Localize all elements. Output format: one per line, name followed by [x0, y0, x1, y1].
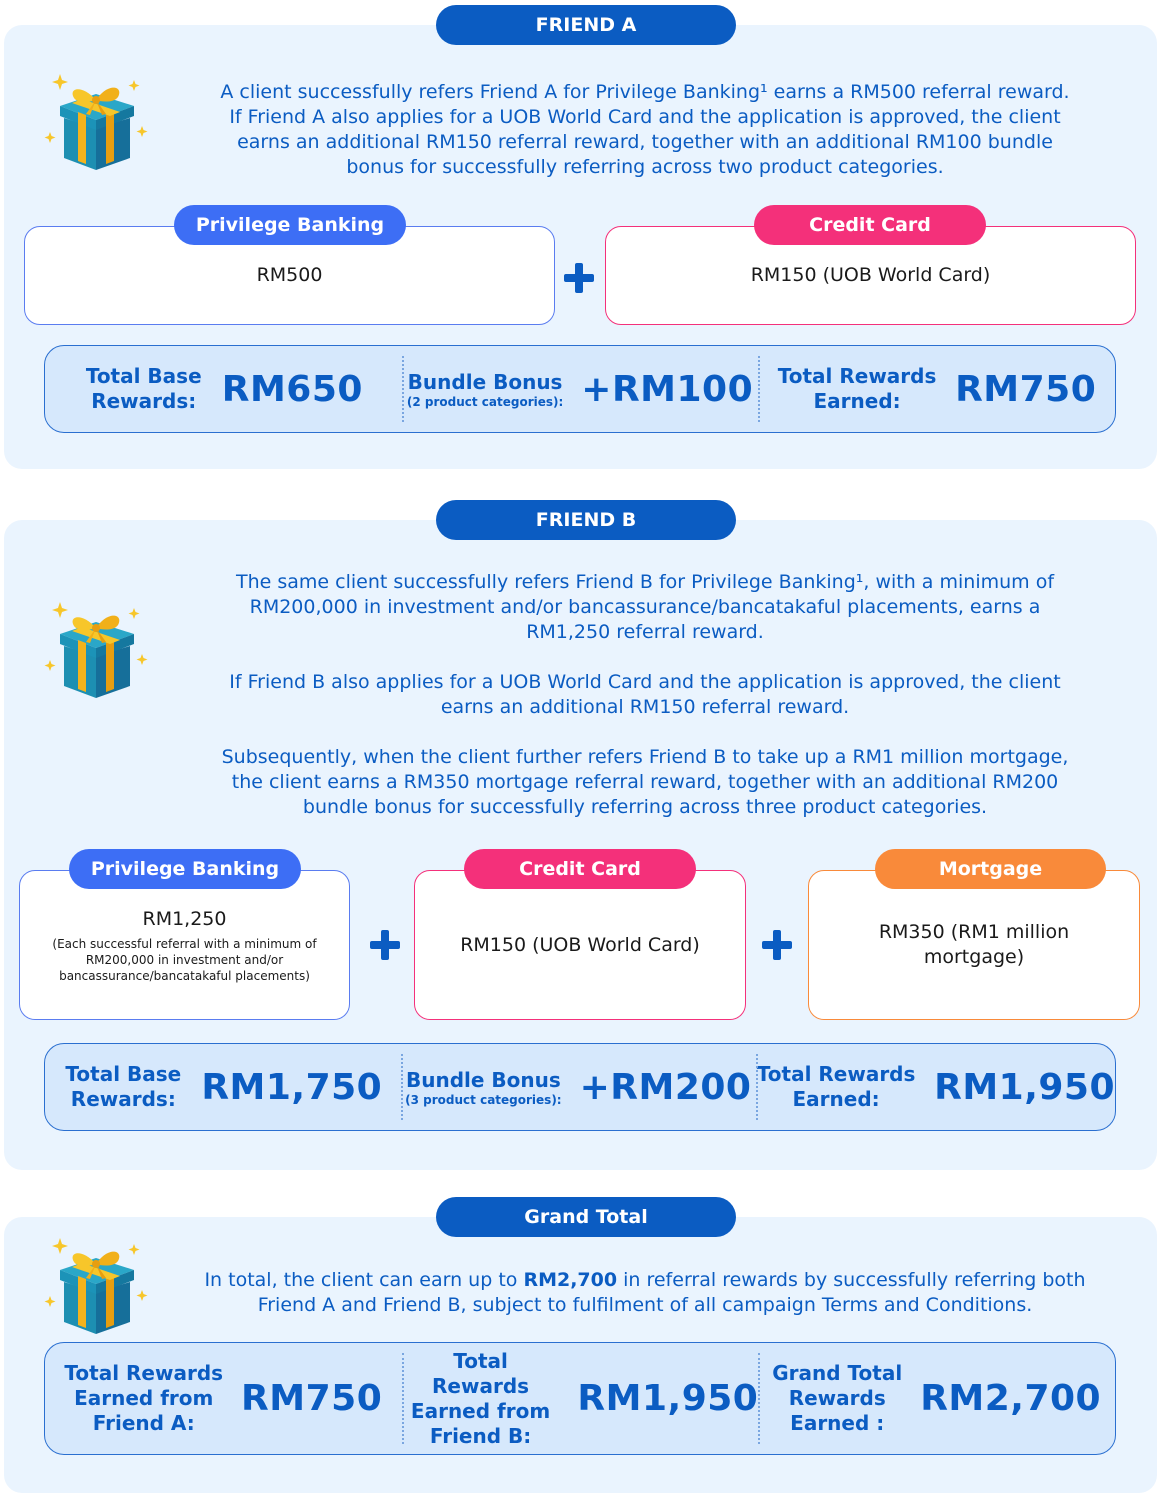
total-rewards-label: Total Rewards Earned:: [756, 1062, 916, 1111]
card-value: RM150 (UOB World Card): [460, 933, 700, 956]
grand-total-description: [160, 1268, 1130, 1318]
friend-a-total-value: RM750: [241, 1378, 383, 1419]
gift-box-icon: [42, 1230, 152, 1340]
total-rewards-value: RM1,950: [934, 1066, 1116, 1108]
total-rewards-label: Total Rewards Earned:: [777, 364, 937, 413]
friend-b-title: FRIEND B: [436, 500, 736, 540]
plus-icon: [370, 930, 400, 960]
total-base-label: Total Base Rewards:: [65, 1062, 182, 1111]
credit-card-tag: Credit Card: [754, 205, 986, 245]
mortgage-tag: Mortgage: [875, 849, 1106, 889]
bundle-bonus-sub: (3 product categories):: [405, 1092, 562, 1107]
total-rewards-segment: [756, 1044, 1115, 1130]
grand-total-segment: [758, 1343, 1115, 1454]
description-line: earns an additional RM150 referral reward.: [440, 696, 850, 718]
bundle-bonus-title: Bundle Bonus: [407, 369, 563, 394]
friend-a-total-segment: [45, 1343, 402, 1454]
total-base-segment: [45, 1044, 401, 1130]
bundle-bonus-segment: [402, 346, 759, 432]
card-note-line: RM200,000 in investment and/or: [85, 952, 284, 967]
description-line: earns an additional RM150 referral reward, together with an additional RM100 bundle: [237, 131, 1053, 153]
bundle-bonus-title: Bundle Bonus: [405, 1067, 561, 1092]
bundle-bonus-sub: (2 product categories):: [406, 394, 564, 409]
friend-a-title: FRIEND A: [436, 5, 736, 45]
total-base-segment: [45, 346, 402, 432]
gift-box-icon: [42, 594, 152, 704]
description-line: the client earns a RM350 mortgage referral reward, together with an additional RM200: [231, 771, 1059, 793]
privilege-banking-tag: Privilege Banking: [174, 205, 406, 245]
description-line: If Friend B also applies for a UOB World Card and the application is approved, the client: [229, 671, 1061, 693]
description-line: A client successfully refers Friend A for Privilege Banking¹ earns a RM500 referral reward.: [220, 81, 1070, 103]
card-value: [879, 920, 1069, 970]
label-line: Total Rewards: [432, 1348, 530, 1398]
card-value: RM150 (UOB World Card): [750, 264, 991, 286]
plus-icon: [762, 930, 792, 960]
plus-icon: [564, 263, 594, 293]
credit-card-tag: Credit Card: [464, 849, 696, 889]
grand-total-label: [772, 1361, 902, 1436]
grand-total-value: RM2,700: [920, 1378, 1102, 1419]
text-before: In total, the client can earn up to: [204, 1269, 524, 1291]
gift-box-icon: [42, 66, 152, 176]
text-after: in referral rewards by successfully referring both: [617, 1269, 1086, 1291]
friend-b-summary: [44, 1043, 1116, 1131]
description-line: bonus for successfully referring across two product categories.: [346, 156, 944, 178]
description-line: The same client successfully refers Friend B for Privilege Banking¹, with a minimum of: [235, 571, 1055, 593]
description-line: RM200,000 in investment and/or bancassurance/bancatakaful placements, earns a: [249, 596, 1041, 618]
friend-a-description: [160, 80, 1130, 180]
friend-b-total-label: [402, 1349, 560, 1449]
description-line: Friend A and Friend B, subject to fulfilment of all campaign Terms and Conditions.: [257, 1294, 1033, 1316]
total-base-value: RM650: [221, 368, 363, 410]
description-line: Subsequently, when the client further refers Friend B to take up a RM1 million mortgage,: [221, 746, 1069, 768]
grand-total-summary: [44, 1342, 1116, 1455]
total-base-value: RM1,750: [201, 1066, 383, 1108]
label-line: Friend B:: [429, 1423, 532, 1448]
privilege-banking-tag: Privilege Banking: [69, 849, 301, 889]
description-line: If Friend A also applies for a UOB World Card and the application is approved, the client: [229, 106, 1061, 128]
grand-total-title: Grand Total: [436, 1197, 736, 1237]
bundle-bonus-value: +RM100: [581, 368, 754, 410]
total-base-label: Total Base Rewards:: [85, 364, 202, 413]
mortgage-card: [808, 870, 1140, 1020]
privilege-banking-card: [19, 870, 350, 1020]
label-line: Total Rewards: [64, 1361, 224, 1385]
card-note: [52, 936, 316, 984]
card-value-line: RM350 (RM1 million: [878, 921, 1070, 943]
label-line: Earned :: [790, 1411, 885, 1435]
card-note-line: bancassurance/bancatakaful placements): [59, 968, 310, 983]
friend-a-summary: [44, 345, 1116, 433]
label-line: Earned from: [410, 1398, 551, 1423]
grand-total-amount: RM2,700: [523, 1269, 618, 1291]
friend-b-total-segment: [402, 1343, 759, 1454]
card-value: RM1,250: [142, 907, 227, 930]
total-rewards-value: RM750: [955, 368, 1097, 410]
credit-card-card: [414, 870, 746, 1020]
friend-a-total-label: [64, 1361, 223, 1436]
total-rewards-segment: [758, 346, 1115, 432]
description-line: bundle bonus for successfully referring across three product categories.: [302, 796, 988, 818]
friend-b-description: [160, 570, 1130, 820]
bundle-bonus-segment: [401, 1044, 757, 1130]
label-line: Friend A:: [92, 1411, 195, 1435]
card-note-line: (Each successful referral with a minimum of: [52, 936, 317, 951]
description-line: [160, 1268, 1130, 1293]
label-line: Grand Total: [772, 1361, 903, 1385]
bundle-bonus-label: [405, 1068, 561, 1107]
description-line: RM1,250 referral reward.: [526, 621, 764, 643]
card-value-line: mortgage): [923, 946, 1025, 968]
friend-b-total-value: RM1,950: [577, 1378, 759, 1419]
bundle-bonus-label: [407, 370, 563, 409]
label-line: Earned from: [74, 1386, 214, 1410]
label-line: Rewards: [788, 1386, 886, 1410]
bundle-bonus-value: +RM200: [579, 1066, 752, 1108]
card-value: RM500: [256, 264, 323, 286]
